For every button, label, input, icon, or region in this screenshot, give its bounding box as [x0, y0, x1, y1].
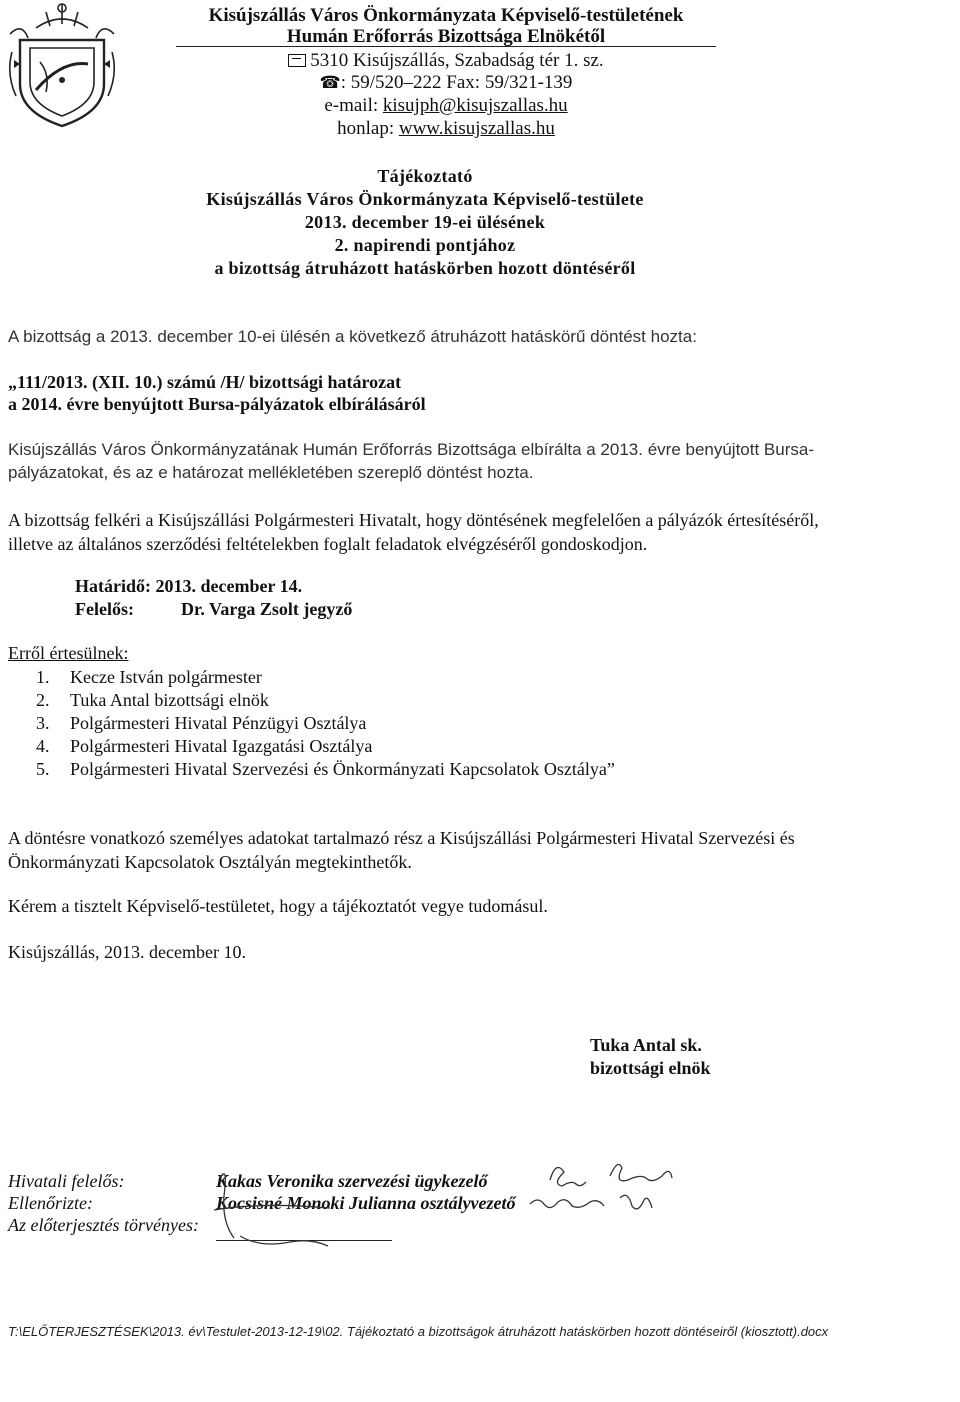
- official-value: Kocsisné Monoki Julianna osztályvezető: [216, 1193, 516, 1213]
- header-line1: Kisújszállás Város Önkormányzata Képviselő-testületének: [208, 5, 684, 26]
- email-link[interactable]: kisujph@kisujszallas.hu: [382, 95, 568, 116]
- title-line2: Kisújszállás Város Önkormányzata Képviselő-testülete: [206, 189, 644, 209]
- resolution-para2: A bizottság felkéri a Kisújszállási Polgármesteri Hivatalt, hogy döntésének megfelelően a pályázók értesítéséről, illetve az általános szerződési feltételekben foglalt feladatok elvégzéséről gondoskodjon.: [8, 510, 819, 554]
- coat-of-arms: [6, 0, 118, 132]
- official-label: Az előterjesztés törvényes:: [8, 1215, 199, 1235]
- resolution-title2: a 2014. évre benyújtott Bursa-pályázatok elbírálásáról: [8, 394, 426, 414]
- data-access-para: A döntésre vonatkozó személyes adatokat tartalmazó rész a Kisújszállási Polgármesteri Hivatal Szervezési és Önkormányzati Kapcsolatok Osztályán megtekinthetők.: [8, 828, 795, 872]
- deadline-label: Határidő:: [75, 576, 151, 596]
- title-line3: 2013. december 19-ei ülésének: [304, 212, 546, 232]
- officials-labels: [8, 1170, 199, 1236]
- header-line2: Humán Erőforrás Bizottsága Elnökétől: [286, 26, 606, 47]
- list-item: 3. Polgármesteri Hivatal Pénzügyi Osztálya: [36, 713, 367, 733]
- mailbox-icon: [288, 54, 306, 67]
- telephone-icon: ☎: [319, 73, 341, 92]
- list-item: 5. Polgármesteri Hivatal Szervezési és Önkormányzati Kapcsolatok Osztálya”: [36, 759, 615, 779]
- responsible-label: Felelős:: [75, 599, 134, 619]
- title-line1: Tájékoztató: [377, 166, 473, 186]
- signature-block: [590, 1034, 711, 1080]
- request-para: Kérem a tisztelt Képviselő-testületet, hogy a tájékoztatót vegye tudomásul.: [8, 896, 548, 916]
- responsible-value: Dr. Varga Zsolt jegyző: [181, 599, 353, 619]
- notify-list: [8, 666, 615, 781]
- header-web: honlap: www.kisujszallas.hu: [337, 118, 555, 139]
- header-address: 5310 Kisújszállás, Szabadság tér 1. sz.: [176, 51, 716, 71]
- signer-title: bizottsági elnök: [590, 1058, 711, 1078]
- deadline-row: [75, 576, 302, 597]
- signer-name: Tuka Antal sk.: [590, 1035, 702, 1055]
- header-rule: [176, 46, 716, 47]
- official-value: Kakas Veronika szervezési ügykezelő: [216, 1171, 488, 1191]
- resolution-para1: Kisújszállás Város Önkormányzatának Humán Erőforrás Bizottsága elbírálta a 2013. évre benyújtott Bursa-pályázatokat, és az e határozat mellékletében szereplő döntést hozta.: [8, 440, 815, 482]
- file-path-footer: T:\ELŐTERJESZTÉSEK\2013. év\Testulet-2013-12-19\02. Tájékoztató a bizottságok átruházott hatáskörben hozott döntéseiről (kiosztott).docx: [8, 1324, 829, 1339]
- website-link[interactable]: www.kisujszallas.hu: [398, 118, 555, 139]
- list-item: 1. Kecze István polgármester: [36, 667, 262, 687]
- deadline-value: 2013. december 14.: [155, 576, 303, 596]
- intro-text: A bizottság a 2013. december 10-ei ülésén a következő átruházott hatáskörű döntést hozta:: [8, 327, 697, 346]
- official-label: Hivatali felelős:: [8, 1171, 125, 1191]
- responsible-row: [75, 599, 352, 620]
- list-item: 2. Tuka Antal bizottsági elnök: [36, 690, 269, 710]
- header-email: e-mail: kisujph@kisujszallas.hu: [324, 95, 568, 116]
- place-date: Kisújszállás, 2013. december 10.: [8, 942, 246, 962]
- notify-heading: Erről értesülnek:: [8, 643, 129, 663]
- header-phone: ☎: 59/520–222 Fax: 59/321-139: [319, 72, 573, 93]
- resolution-title1: „111/2013. (XII. 10.) számú /H/ bizottsági határozat: [8, 372, 402, 392]
- official-label: Ellenőrizte:: [8, 1193, 93, 1213]
- list-item: 4. Polgármesteri Hivatal Igazgatási Osztálya: [36, 736, 373, 756]
- title-line5: a bizottság átruházott hatáskörben hozott döntéséről: [214, 258, 636, 278]
- handwritten-signatures: [200, 1150, 700, 1250]
- title-line4: 2. napirendi pontjához: [334, 235, 516, 255]
